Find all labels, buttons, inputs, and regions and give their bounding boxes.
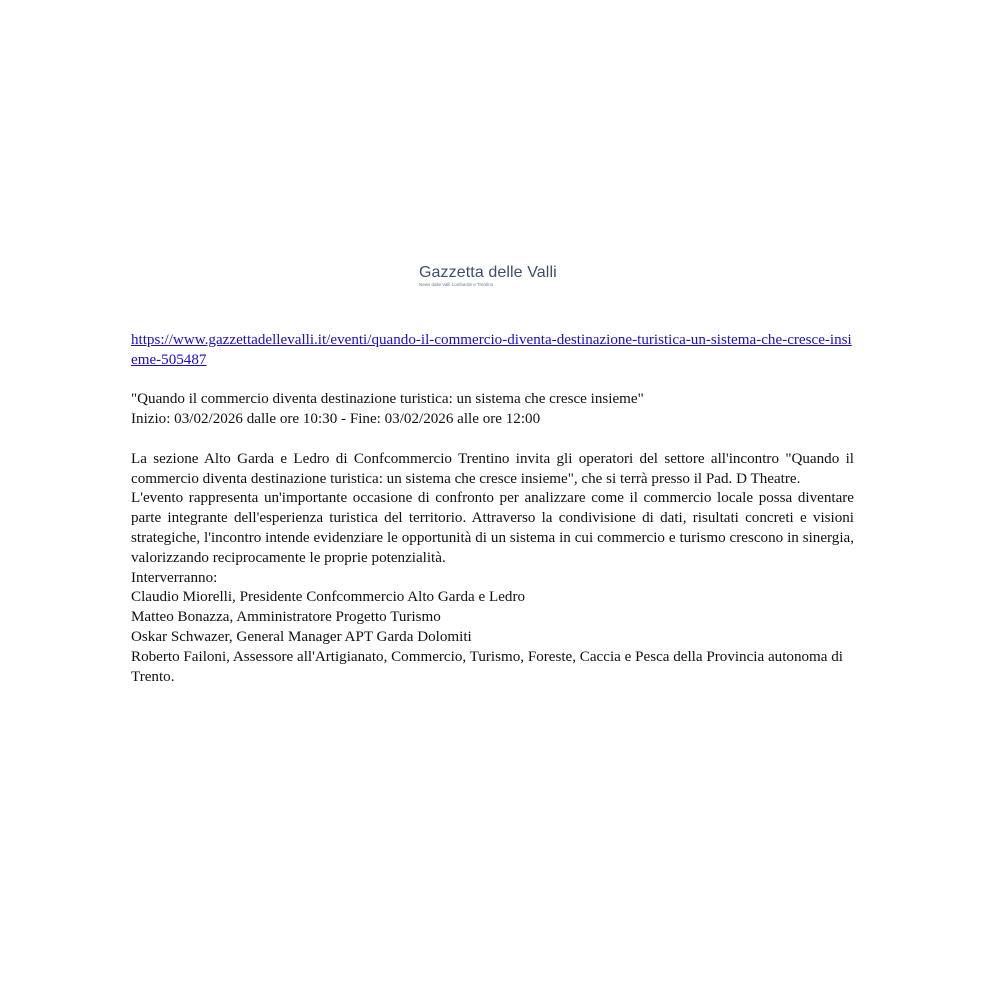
- event-time: Inizio: 03/02/2026 dalle ore 10:30 - Fine: 03/02/2026 alle ore 12:00: [131, 411, 541, 428]
- intro-paragraph: La sezione Alto Garda e Ledro di Confcommercio Trentino invita gli operatori del settore all'incontro "Quando il commercio diventa destinazione turistica: un sistema che cresce insieme", che si terrà presso il Pad. D Theatre.: [131, 450, 854, 487]
- spacer: [131, 371, 854, 391]
- article-url-link[interactable]: https://www.gazzettadellevalli.it/eventi/quando-il-commercio-diventa-destinazione-turistica-un-sistema-che-cresce-insieme-505487: [131, 332, 852, 368]
- logo-tagline: News dalle Valli Lombarde e Trentino: [419, 282, 494, 287]
- site-logo: [419, 263, 569, 288]
- speaker-item: Claudio Miorelli, Presidente Confcommercio Alto Garda e Ledro: [131, 589, 526, 606]
- speaker-item: Oskar Schwazer, General Manager APT Garda Dolomiti: [131, 628, 472, 645]
- event-title: "Quando il commercio diventa destinazione turistica: un sistema che cresce insieme": [131, 391, 644, 408]
- speakers-heading: Interverranno:: [131, 569, 218, 586]
- speaker-item: Matteo Bonazza, Amministratore Progetto Turismo: [131, 609, 441, 626]
- description-paragraph: L'evento rappresenta un'importante occasione di confronto per analizzare come il commercio locale possa diventare parte integrante dell'esperienza turistica del territorio. Attraverso la condivisione di dati, risultati concreti e visioni strategiche, l'incontro intende evidenziare le opportunità di un sistema in cui commercio e turismo crescono in sinergia, valorizzando reciprocamente le proprie potenzialità.: [131, 490, 854, 566]
- speaker-item: Roberto Failoni, Assessore all'Artigianato, Commercio, Turismo, Foreste, Caccia e Pesca della Provincia autonoma di Trento.: [131, 648, 843, 685]
- article-body: [131, 331, 854, 687]
- spacer: [131, 430, 854, 450]
- logo-title: Gazzetta delle Valli: [419, 264, 557, 281]
